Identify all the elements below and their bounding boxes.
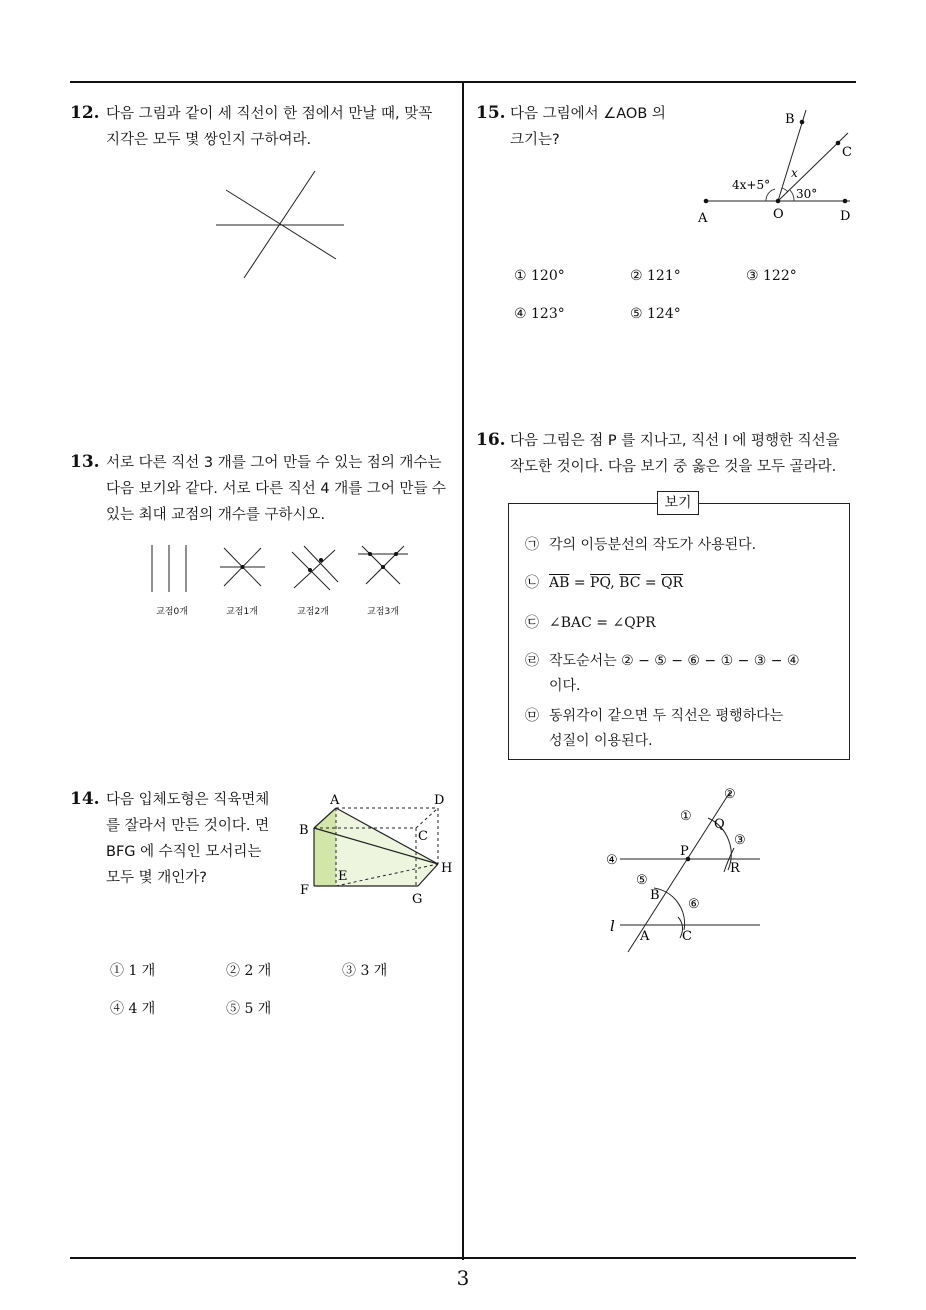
q14-label-c: C [418, 829, 428, 844]
q15-angle-30: 30° [796, 187, 818, 201]
q15-text-line2: 크기는? [510, 132, 560, 148]
q16-item-c [525, 611, 656, 636]
q12-text-line1: 다음 그림과 같이 세 직선이 한 점에서 만날 때, 맞꼭 [106, 106, 433, 122]
q14-text-line4: 모두 몇 개인가? [106, 870, 207, 886]
q16-item-d [525, 649, 800, 674]
q13-text-line3: 있는 최대 교점의 개수를 구하시오. [106, 507, 326, 523]
q14-label-f: F [300, 883, 310, 898]
q15-angle-figure [690, 100, 865, 230]
q15-option-5[interactable]: ⑤ 124° [630, 306, 681, 322]
bottom-rule [70, 1257, 856, 1259]
q14-text-line1: 다음 입체도형은 직육면체 [106, 792, 270, 808]
q14-label-h: H [441, 861, 453, 876]
q16-item-b [525, 571, 683, 596]
q16-label-n1: ① [680, 809, 692, 824]
q15-number: 15. [476, 103, 506, 123]
q16-seg-pq: $\overline{PQ}$ [590, 575, 611, 591]
q16-text-line2: 작도한 것이다. 다음 보기 중 옳은 것을 모두 골라라. [510, 459, 837, 475]
q16-label-r: R [730, 861, 740, 876]
q16-item-c-text: ∠BAC = ∠QPR [549, 615, 656, 631]
q14-text-line3: BFG 에 수직인 모서리는 [106, 844, 262, 860]
q15-label-a: A [698, 211, 708, 226]
q16-item-a [525, 533, 756, 558]
q15-label-d: D [840, 209, 851, 224]
q16-label-n5: ⑤ [636, 873, 648, 888]
q16-label-p: P [680, 844, 689, 859]
q16-seg-ab: $\overline{AB}$ [549, 575, 570, 591]
q16-seg-bc: $\overline{BC}$ [619, 575, 641, 591]
q16-item-a-text: 각의 이등분선의 작도가 사용된다. [549, 537, 757, 553]
q16-label-q: Q [714, 817, 725, 832]
q13-fig-3-points [358, 546, 408, 584]
q14-option-2[interactable]: ② 2 개 [226, 963, 272, 979]
page-number: 3 [456, 1266, 470, 1290]
q15-label-c: C [842, 145, 852, 160]
q12-three-lines-figure [210, 165, 350, 285]
q14-option-3[interactable]: ③ 3 개 [342, 963, 388, 979]
q16-bogi-title: 보기 [657, 491, 699, 515]
q16-label-a: A [640, 929, 650, 944]
q14-number: 14. [70, 789, 100, 809]
q14-label-g: G [412, 892, 423, 907]
q14-solid-figure [290, 788, 465, 913]
q16-item-d-text1: 작도순서는 ② − ⑤ − ⑥ − ① − ③ − ④ [549, 653, 800, 669]
q13-caption-3: 교점3개 [367, 607, 399, 617]
q14-label-b: B [299, 823, 309, 838]
q14-label-d: D [434, 793, 445, 808]
q13-text-line1: 서로 다른 직선 3 개를 그어 만들 수 있는 점의 개수는 [106, 455, 442, 471]
q15-label-b: B [785, 112, 795, 127]
q16-label-n2: ② [724, 787, 736, 802]
q16-label-n4: ④ [606, 853, 618, 868]
q16-seg-qr: $\overline{QR}$ [661, 575, 684, 591]
q16-label-l: l [610, 917, 615, 935]
q15-option-4[interactable]: ④ 123° [514, 306, 565, 322]
q13-caption-1: 교점1개 [226, 607, 258, 617]
q13-caption-0: 교점0개 [156, 607, 188, 617]
q15-option-3[interactable]: ③ 122° [746, 268, 797, 284]
q12-number: 12. [70, 103, 100, 123]
q14-option-4[interactable]: ④ 4 개 [110, 1001, 156, 1017]
q13-caption-2: 교점2개 [297, 607, 329, 617]
q16-comma: , [610, 575, 620, 591]
q16-item-d-text2: 이다. [549, 678, 581, 694]
q16-item-c-mark: ㉢ [525, 615, 539, 631]
q15-option-2[interactable]: ② 121° [630, 268, 681, 284]
q15-label-o: O [773, 207, 784, 222]
q16-eq1: = [569, 575, 591, 591]
column-divider [462, 82, 464, 1260]
q15-angle-x: x [791, 166, 798, 180]
q13-text-line2: 다음 보기와 같다. 서로 다른 직선 4 개를 그어 만들 수 [106, 481, 447, 497]
q16-item-e [525, 704, 783, 729]
q14-label-a: A [330, 793, 340, 808]
q13-number: 13. [70, 452, 100, 472]
q15-text-line1: 다음 그림에서 ∠AOB 의 [510, 106, 666, 122]
q13-example-figures [140, 540, 420, 600]
q16-construction-figure [600, 780, 780, 960]
q14-option-1[interactable]: ① 1 개 [110, 963, 156, 979]
q15-angle-4x5: 4x+5° [732, 178, 771, 192]
q14-label-e: E [338, 869, 348, 884]
q16-label-n3: ③ [734, 833, 746, 848]
q16-item-e-text1: 동위각이 같으면 두 직선은 평행하다는 [549, 708, 784, 724]
q14-text-line2: 를 잘라서 만든 것이다. 면 [106, 818, 270, 834]
q16-item-b-mark: ㉡ [525, 575, 539, 591]
q12-text-line2: 지각은 모두 몇 쌍인지 구하여라. [106, 132, 312, 148]
q16-label-b: B [650, 888, 660, 903]
q13-fig-2-points [292, 546, 338, 590]
q16-item-d-mark: ㉣ [525, 653, 539, 669]
q16-transversal [628, 792, 730, 952]
q15-option-1[interactable]: ① 120° [514, 268, 565, 284]
q16-text-line1: 다음 그림은 점 P 를 지나고, 직선 l 에 평행한 직선을 [510, 433, 840, 449]
q16-number: 16. [476, 430, 506, 450]
q13-fig-0-points [152, 545, 186, 592]
q16-item-d-cont [549, 674, 581, 699]
q16-item-e-cont [549, 729, 653, 754]
q16-item-e-text2: 성질이 이용된다. [549, 733, 653, 749]
q16-label-n6: ⑥ [688, 897, 700, 912]
q13-fig-1-point [220, 548, 265, 586]
q16-item-e-mark: ㉤ [525, 708, 539, 724]
q16-item-a-mark: ㉠ [525, 537, 539, 553]
q14-option-5[interactable]: ⑤ 5 개 [226, 1001, 272, 1017]
q16-eq2: = [640, 575, 662, 591]
q16-label-c: C [682, 929, 692, 944]
